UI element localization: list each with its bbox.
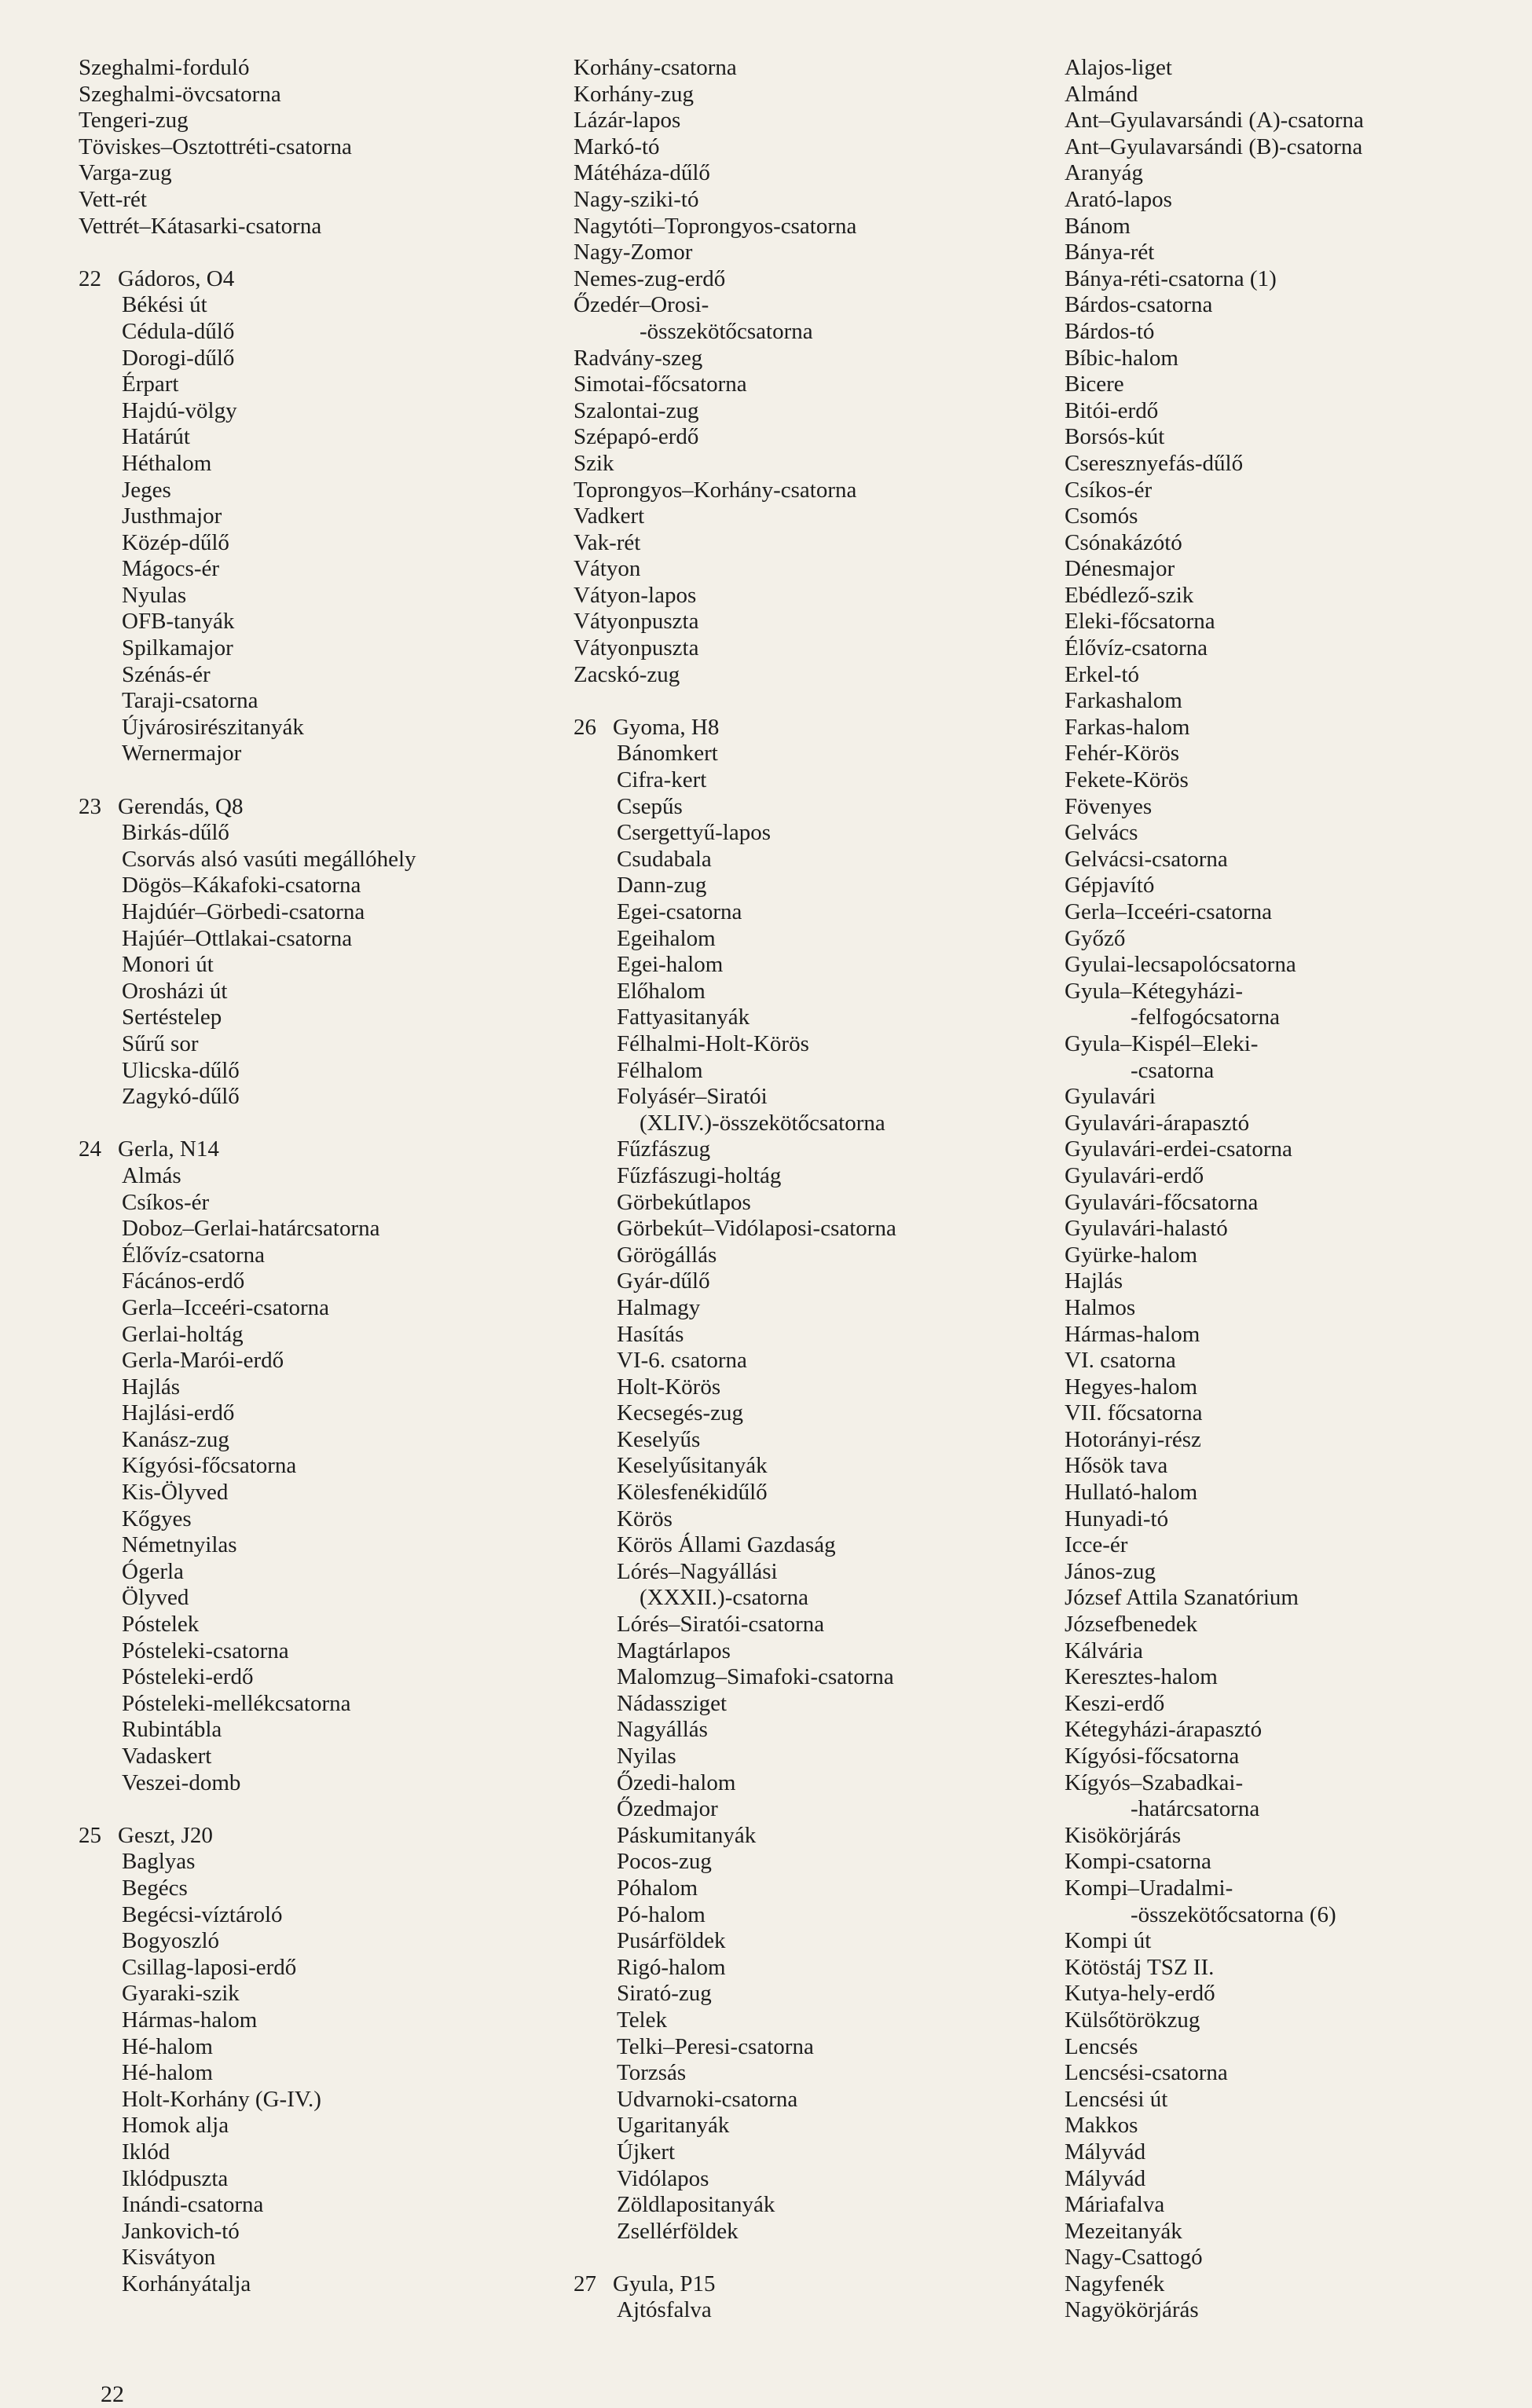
place-name-entry: Pósteleki-erdő: [122, 1664, 254, 1690]
place-name-entry: Makkos: [1065, 2113, 1138, 2139]
place-name-entry: Kötöstáj TSZ II.: [1065, 1954, 1215, 1980]
place-name-entry: Keselyűs: [617, 1426, 701, 1452]
place-name-entry: Hősök tava: [1065, 1453, 1168, 1479]
place-name-entry: Hé-halom: [122, 2033, 213, 2059]
place-name-entry: Spilkamajor: [122, 635, 233, 661]
place-name-entry: Keszi-erdő: [1065, 1690, 1165, 1716]
place-name-entry: Érpart: [122, 371, 179, 397]
place-name-entry: Gerla–Icceéri-csatorna: [1065, 899, 1273, 924]
place-name-entry: Mágocs-ér: [122, 556, 220, 582]
place-name-entry: Keselyűsitanyák: [617, 1453, 768, 1479]
place-name-entry: Tengeri-zug: [79, 108, 189, 134]
place-name-entry: Magtárlapos: [617, 1638, 731, 1663]
place-name-entry: Élővíz-csatorna: [1065, 635, 1208, 661]
column-3: [1065, 55, 1528, 2324]
place-name-entry: Gyürke-halom: [1065, 1242, 1198, 1268]
place-name-entry: Hármas-halom: [122, 2007, 258, 2033]
place-name-entry: Bogyoszló: [122, 1928, 220, 1954]
place-name-entry: Csergettyű-lapos: [617, 820, 771, 846]
section-number: 25: [79, 1822, 101, 1848]
section-heading: [79, 794, 519, 821]
place-name-entry: Justhmajor: [122, 503, 222, 529]
place-name-entry: Kutya-hely-erdő: [1065, 1981, 1215, 2007]
place-name-entry: Újkert: [617, 2139, 676, 2165]
place-name-entry: -összekötőcsatorna (6): [1131, 1901, 1336, 1927]
place-name-entry: Korhányátalja: [122, 2271, 251, 2296]
section-heading: [574, 715, 1037, 741]
place-name-entry: Lórés–Nagyállási: [617, 1558, 778, 1584]
place-name-entry: Orosházi út: [122, 978, 228, 1004]
place-name-entry: Gyulavári-halastó: [1065, 1216, 1228, 1242]
section-title: Gyula, P15: [613, 2271, 716, 2296]
place-name-entry: Bánya-réti-csatorna (1): [1065, 265, 1277, 291]
place-name-entry: Gerlai-holtág: [122, 1321, 244, 1347]
section-heading: [79, 266, 519, 293]
place-name-entry: Kecsegés-zug: [617, 1400, 744, 1426]
place-name-entry: Békési út: [122, 292, 207, 318]
place-name-entry: Hármas-halom: [1065, 1321, 1200, 1347]
column-1: [79, 55, 519, 2297]
place-name-entry: Ógerla: [122, 1558, 184, 1584]
place-name-entry: Bánya-rét: [1065, 240, 1155, 265]
place-name-entry: Görbekút–Vidólaposi-csatorna: [617, 1216, 896, 1242]
place-name-entry: Félhalom: [617, 1057, 703, 1083]
place-name-entry: Körös: [617, 1506, 673, 1532]
place-name-entry: Egeihalom: [617, 925, 716, 951]
place-name-entry: Pocos-zug: [617, 1849, 712, 1875]
place-name-entry: Holt-Körös: [617, 1374, 721, 1400]
place-name-entry: Józsefbenedek: [1065, 1612, 1198, 1638]
place-name-entry: Hunyadi-tó: [1065, 1506, 1169, 1532]
place-name-entry: Csíkos-ér: [1065, 477, 1153, 503]
place-name-entry: Gépjavító: [1065, 873, 1155, 898]
place-name-entry: Póhalom: [617, 1875, 698, 1901]
place-name-entry: Zagykó-dűlő: [122, 1084, 240, 1110]
section-title: Gyoma, H8: [613, 714, 720, 740]
place-name-entry: Póstelek: [122, 1612, 200, 1638]
place-name-entry: Varga-zug: [79, 160, 172, 186]
place-name-entry: Malomzug–Simafoki-csatorna: [617, 1664, 894, 1690]
place-name-entry: Mályvád: [1065, 2139, 1146, 2165]
place-name-entry: Pósteleki-mellékcsatorna: [122, 1690, 351, 1716]
place-name-entry: Cseresznyefás-dűlő: [1065, 450, 1244, 476]
place-name-entry: Szeghalmi-forduló: [79, 55, 250, 80]
place-name-entry: Ölyved: [122, 1585, 189, 1611]
section-title: Gerla, N14: [118, 1136, 219, 1162]
section: [574, 55, 1037, 688]
place-name-entry: Határút: [122, 424, 190, 450]
place-name-entry: Őzedmajor: [617, 1796, 718, 1822]
place-name-entry: VII. főcsatorna: [1065, 1400, 1203, 1426]
place-name-entry: Gyula–Kispél–Eleki-: [1065, 1030, 1259, 1056]
place-name-entry: Kisvátyon: [122, 2245, 216, 2271]
place-name-entry: Hajlás: [1065, 1268, 1123, 1294]
place-name-entry: Rubintábla: [122, 1717, 222, 1743]
place-name-entry: Pó-halom: [617, 1901, 706, 1927]
place-name-entry: VI-6. csatorna: [617, 1348, 747, 1374]
place-name-entry: Kígyós–Szabadkai-: [1065, 1769, 1244, 1795]
place-name-entry: Gyár-dűlő: [617, 1268, 710, 1294]
place-name-entry: Fehér-Körös: [1065, 741, 1179, 767]
place-name-entry: Őzedi-halom: [617, 1769, 736, 1795]
place-name-entry: Bárdos-csatorna: [1065, 292, 1213, 318]
place-name-entry: Inándi-csatorna: [122, 2192, 264, 2218]
place-name-entry: Nádassziget: [617, 1690, 728, 1716]
place-name-entry: Héthalom: [122, 450, 212, 476]
place-name-entry: Jeges: [122, 477, 171, 503]
place-name-entry: Simotai-főcsatorna: [574, 371, 747, 397]
place-name-entry: Hé-halom: [122, 2060, 213, 2086]
place-name-entry: Cifra-kert: [617, 767, 707, 793]
place-name-entry: Lencsési út: [1065, 2086, 1168, 2112]
place-name-entry: János-zug: [1065, 1558, 1156, 1584]
place-name-entry: Hotorányi-rész: [1065, 1426, 1201, 1452]
place-name-entry: Gyula–Kétegyházi-: [1065, 978, 1244, 1004]
place-name-entry: Pósteleki-csatorna: [122, 1638, 289, 1663]
place-name-entry: Előhalom: [617, 978, 706, 1004]
place-name-entry: Csomós: [1065, 503, 1138, 529]
place-name-entry: Fövenyes: [1065, 793, 1153, 819]
section: [574, 715, 1037, 2245]
place-name-entry: Gyulavári-erdő: [1065, 1162, 1204, 1188]
place-name-entry: Nemes-zug-erdő: [574, 265, 726, 291]
place-name-entry: Vidólapos: [617, 2165, 709, 2191]
place-name-entry: Lencsési-csatorna: [1065, 2060, 1228, 2086]
place-name-entry: Radvány-szeg: [574, 345, 703, 371]
place-name-entry: Vadkert: [574, 503, 645, 529]
place-name-entry: Ugaritanyák: [617, 2113, 730, 2139]
place-name-entry: Gyulai-lecsapolócsatorna: [1065, 952, 1296, 978]
place-name-entry: Telki–Peresi-csatorna: [617, 2033, 814, 2059]
place-name-entry: Kölesfenékidűlő: [617, 1480, 768, 1506]
place-name-entry: Csudabala: [617, 846, 712, 872]
place-name-entry: Kígyósi-főcsatorna: [1065, 1744, 1240, 1769]
place-name-entry: Nagyállás: [617, 1717, 708, 1743]
column-2: [574, 55, 1037, 2324]
place-name-entry: Csepűs: [617, 793, 683, 819]
place-name-entry: Gyulavári: [1065, 1084, 1156, 1110]
place-name-entry: Sirató-zug: [617, 1981, 712, 2007]
place-name-entry: Lázár-lapos: [574, 108, 681, 134]
place-name-entry: Németnyilas: [122, 1532, 237, 1558]
place-name-entry: Ant–Gyulavarsándi (B)-csatorna: [1065, 134, 1363, 159]
place-name-entry: Aranyág: [1065, 160, 1143, 186]
place-name-entry: Toprongyos–Korhány-csatorna: [574, 477, 857, 503]
place-name-entry: Gelvácsi-csatorna: [1065, 846, 1228, 872]
place-name-entry: Gyulavári-árapasztó: [1065, 1110, 1250, 1136]
place-name-entry: Élővíz-csatorna: [122, 1242, 265, 1268]
place-name-entry: Almás: [122, 1162, 181, 1188]
place-name-entry: Fűzfászugi-holtág: [617, 1162, 782, 1188]
place-name-entry: Wernermajor: [122, 741, 242, 767]
place-name-entry: Dénesmajor: [1065, 556, 1175, 582]
section-heading: [79, 1136, 519, 1163]
place-name-entry: Borsós-kút: [1065, 424, 1165, 450]
place-name-entry: Fekete-Körös: [1065, 767, 1189, 793]
place-name-entry: Erkel-tó: [1065, 661, 1140, 687]
section: [79, 794, 519, 1111]
place-name-entry: Kompi-csatorna: [1065, 1849, 1211, 1875]
place-name-entry: Egei-halom: [617, 952, 724, 978]
place-name-entry: Csillag-laposi-erdő: [122, 1954, 297, 1980]
place-name-entry: Őzedér–Orosi-: [574, 292, 709, 318]
place-name-entry: Gerla–Icceéri-csatorna: [122, 1294, 330, 1320]
place-name-entry: Hajlási-erdő: [122, 1400, 235, 1426]
place-name-entry: Bitói-erdő: [1065, 397, 1159, 423]
place-name-entry: Eleki-főcsatorna: [1065, 609, 1215, 635]
place-name-entry: Szalontai-zug: [574, 397, 699, 423]
place-name-entry: Csorvás alsó vasúti megállóhely: [122, 846, 416, 872]
place-name-entry: Vett-rét: [79, 186, 147, 212]
place-name-entry: VI. csatorna: [1065, 1348, 1176, 1374]
place-name-entry: Újvárosirészitanyák: [122, 714, 304, 740]
place-name-entry: Farkashalom: [1065, 688, 1182, 714]
place-name-entry: Holt-Korhány (G-IV.): [122, 2086, 321, 2112]
place-name-entry: Nagyökörjárás: [1065, 2297, 1199, 2323]
place-name-entry: Mályvád: [1065, 2165, 1146, 2191]
place-name-entry: Kígyósi-főcsatorna: [122, 1453, 297, 1479]
place-name-entry: -összekötőcsatorna: [640, 318, 813, 344]
place-name-entry: Vak-rét: [574, 529, 641, 555]
place-name-entry: Mátéháza-dűlő: [574, 160, 710, 186]
place-name-entry: Kisökörjárás: [1065, 1822, 1182, 1848]
place-name-entry: Jankovich-tó: [122, 2218, 240, 2244]
place-name-entry: Töviskes–Osztottréti-csatorna: [79, 134, 352, 159]
place-name-entry: Vadaskert: [122, 1744, 212, 1769]
place-name-entry: Nyilas: [617, 1744, 676, 1769]
place-name-entry: Telek: [617, 2007, 667, 2033]
place-name-entry: Lórés–Siratói-csatorna: [617, 1612, 825, 1638]
place-name-entry: Félhalmi-Holt-Körös: [617, 1030, 809, 1056]
place-name-entry: Görögállás: [617, 1242, 717, 1268]
place-name-entry: Dorogi-dűlő: [122, 345, 235, 371]
place-name-entry: Lencsés: [1065, 2033, 1138, 2059]
place-name-entry: Almánd: [1065, 81, 1138, 107]
place-name-entry: Bíbic-halom: [1065, 345, 1178, 371]
place-name-entry: Győző: [1065, 925, 1126, 951]
section: [79, 1136, 519, 1796]
section-title: Gádoros, O4: [118, 265, 235, 291]
section-number: 23: [79, 793, 101, 819]
section-number: 27: [574, 2271, 596, 2296]
place-name-entry: Kanász-zug: [122, 1426, 229, 1452]
place-name-entry: Fűzfászug: [617, 1136, 711, 1162]
place-name-entry: Sertéstelep: [122, 1005, 222, 1030]
place-name-entry: Nagytóti–Toprongyos-csatorna: [574, 213, 857, 239]
place-name-entry: Ebédlező-szik: [1065, 582, 1194, 608]
place-name-entry: Kis-Ölyved: [122, 1480, 229, 1506]
place-name-entry: Pusárföldek: [617, 1928, 726, 1954]
place-name-entry: Doboz–Gerlai-határcsatorna: [122, 1216, 380, 1242]
place-name-entry: Nagyfenék: [1065, 2271, 1165, 2296]
place-name-entry: Hasítás: [617, 1321, 684, 1347]
place-name-entry: Gyulavári-erdei-csatorna: [1065, 1136, 1292, 1162]
place-name-entry: Iklód: [122, 2139, 170, 2165]
place-name-entry: Rigó-halom: [617, 1954, 726, 1980]
place-name-entry: Halmos: [1065, 1294, 1136, 1320]
place-name-entry: Fácános-erdő: [122, 1268, 245, 1294]
place-name-entry: Mezeitanyák: [1065, 2218, 1182, 2244]
place-name-entry: Szépapó-erdő: [574, 424, 699, 450]
place-name-entry: Nagy-Csattogó: [1065, 2245, 1203, 2271]
place-name-entry: Alajos-liget: [1065, 55, 1172, 80]
place-name-entry: Cédula-dűlő: [122, 318, 235, 344]
section: [1065, 55, 1528, 2324]
place-name-entry: Torzsás: [617, 2060, 687, 2086]
section-heading: [79, 1823, 519, 1850]
place-name-entry: Nagy-sziki-tó: [574, 186, 699, 212]
place-name-entry: Vettrét–Kátasarki-csatorna: [79, 213, 322, 239]
place-name-entry: Kétegyházi-árapasztó: [1065, 1717, 1263, 1743]
place-name-entry: Markó-tó: [574, 134, 660, 159]
place-name-entry: (XXXII.)-csatorna: [640, 1585, 808, 1611]
place-name-entry: Icce-ér: [1065, 1532, 1128, 1558]
place-name-entry: Hajlás: [122, 1374, 181, 1400]
section: [79, 1823, 519, 2298]
place-name-entry: Hajdúér–Görbedi-csatorna: [122, 899, 365, 924]
place-name-entry: Begécs: [122, 1875, 188, 1901]
section-title: Gerendás, Q8: [118, 793, 244, 819]
place-name-entry: Udvarnoki-csatorna: [617, 2086, 798, 2112]
place-name-entry: Birkás-dűlő: [122, 820, 229, 846]
place-name-entry: Zöldlapositanyák: [617, 2192, 775, 2218]
page-number: 22: [101, 2381, 124, 2407]
place-name-entry: Baglyas: [122, 1849, 196, 1875]
place-name-entry: Zacskó-zug: [574, 661, 680, 687]
place-name-entry: Görbekútlapos: [617, 1189, 751, 1215]
place-name-entry: Fattyasitanyák: [617, 1005, 750, 1030]
place-name-entry: Körös Állami Gazdaság: [617, 1532, 836, 1558]
place-name-entry: Dögös–Kákafoki-csatorna: [122, 873, 361, 898]
place-name-entry: Taraji-csatorna: [122, 688, 258, 714]
place-name-entry: Szik: [574, 450, 614, 476]
place-name-entry: OFB-tanyák: [122, 609, 235, 635]
place-name-entry: Hajdú-völgy: [122, 397, 237, 423]
place-name-entry: Gyaraki-szik: [122, 1981, 240, 2007]
place-name-entry: Vátyon: [574, 556, 641, 582]
section: [79, 55, 519, 240]
place-name-entry: Kőgyes: [122, 1506, 192, 1532]
place-name-entry: Korhány-zug: [574, 81, 695, 107]
place-name-entry: -csatorna: [1131, 1057, 1215, 1083]
place-name-entry: József Attila Szanatórium: [1065, 1585, 1299, 1611]
place-name-entry: Bárdos-tó: [1065, 318, 1155, 344]
section-number: 22: [79, 265, 101, 291]
place-name-entry: Szeghalmi-övcsatorna: [79, 81, 281, 107]
place-name-entry: Ulicska-dűlő: [122, 1057, 240, 1083]
place-name-entry: Vátyonpuszta: [574, 609, 699, 635]
place-name-entry: -határcsatorna: [1131, 1796, 1260, 1822]
place-name-entry: Nyulas: [122, 582, 187, 608]
place-name-entry: Egei-csatorna: [617, 899, 742, 924]
place-name-entry: Farkas-halom: [1065, 714, 1190, 740]
place-name-entry: Csónakázótó: [1065, 529, 1182, 555]
place-name-entry: Ant–Gyulavarsándi (A)-csatorna: [1065, 108, 1364, 134]
place-name-entry: Iklódpuszta: [122, 2165, 229, 2191]
place-name-entry: -felfogócsatorna: [1131, 1005, 1281, 1030]
place-name-entry: Bánomkert: [617, 741, 718, 767]
place-name-entry: Hegyes-halom: [1065, 1374, 1198, 1400]
place-name-entry: Kompi–Uradalmi-: [1065, 1875, 1233, 1901]
place-name-entry: Halmagy: [617, 1294, 701, 1320]
place-name-entry: Máriafalva: [1065, 2192, 1165, 2218]
place-name-entry: Homok alja: [122, 2113, 229, 2139]
place-name-entry: Ajtósfalva: [617, 2297, 712, 2323]
place-name-entry: Zsellérföldek: [617, 2218, 739, 2244]
place-name-entry: Sűrű sor: [122, 1030, 199, 1056]
place-name-entry: Kompi út: [1065, 1928, 1152, 1954]
place-name-entry: Hullató-halom: [1065, 1480, 1198, 1506]
place-name-entry: Bánom: [1065, 213, 1131, 239]
place-name-entry: Hajúér–Ottlakai-csatorna: [122, 925, 353, 951]
place-name-entry: Külsőtörökzug: [1065, 2007, 1200, 2033]
place-name-entry: Páskumitanyák: [617, 1822, 757, 1848]
place-name-entry: Folyásér–Siratói: [617, 1084, 768, 1110]
place-name-entry: Gelvács: [1065, 820, 1138, 846]
section-heading: [574, 2271, 1037, 2298]
place-name-entry: Vátyonpuszta: [574, 635, 699, 661]
place-name-entry: Vátyon-lapos: [574, 582, 697, 608]
section-number: 26: [574, 714, 596, 740]
section-number: 24: [79, 1136, 101, 1162]
place-name-entry: Bicere: [1065, 371, 1124, 397]
place-name-entry: Monori út: [122, 952, 214, 978]
place-name-entry: Csíkos-ér: [122, 1189, 210, 1215]
section: [574, 2271, 1037, 2324]
place-name-entry: Gerla-Marói-erdő: [122, 1348, 284, 1374]
place-name-entry: Gyulavári-főcsatorna: [1065, 1189, 1259, 1215]
section-title: Geszt, J20: [118, 1822, 213, 1848]
place-name-entry: Dann-zug: [617, 873, 707, 898]
place-name-entry: Szénás-ér: [122, 661, 211, 687]
place-name-entry: Kálvária: [1065, 1638, 1143, 1663]
section: [79, 266, 519, 767]
place-name-entry: Közép-dűlő: [122, 529, 229, 555]
place-name-entry: Keresztes-halom: [1065, 1664, 1218, 1690]
place-name-entry: (XLIV.)-összekötőcsatorna: [640, 1110, 885, 1136]
place-name-entry: Nagy-Zomor: [574, 240, 693, 265]
place-name-entry: Korhány-csatorna: [574, 55, 737, 80]
place-name-entry: Veszei-domb: [122, 1769, 241, 1795]
place-name-entry: Begécsi-víztároló: [122, 1901, 283, 1927]
place-name-entry: Arató-lapos: [1065, 186, 1172, 212]
